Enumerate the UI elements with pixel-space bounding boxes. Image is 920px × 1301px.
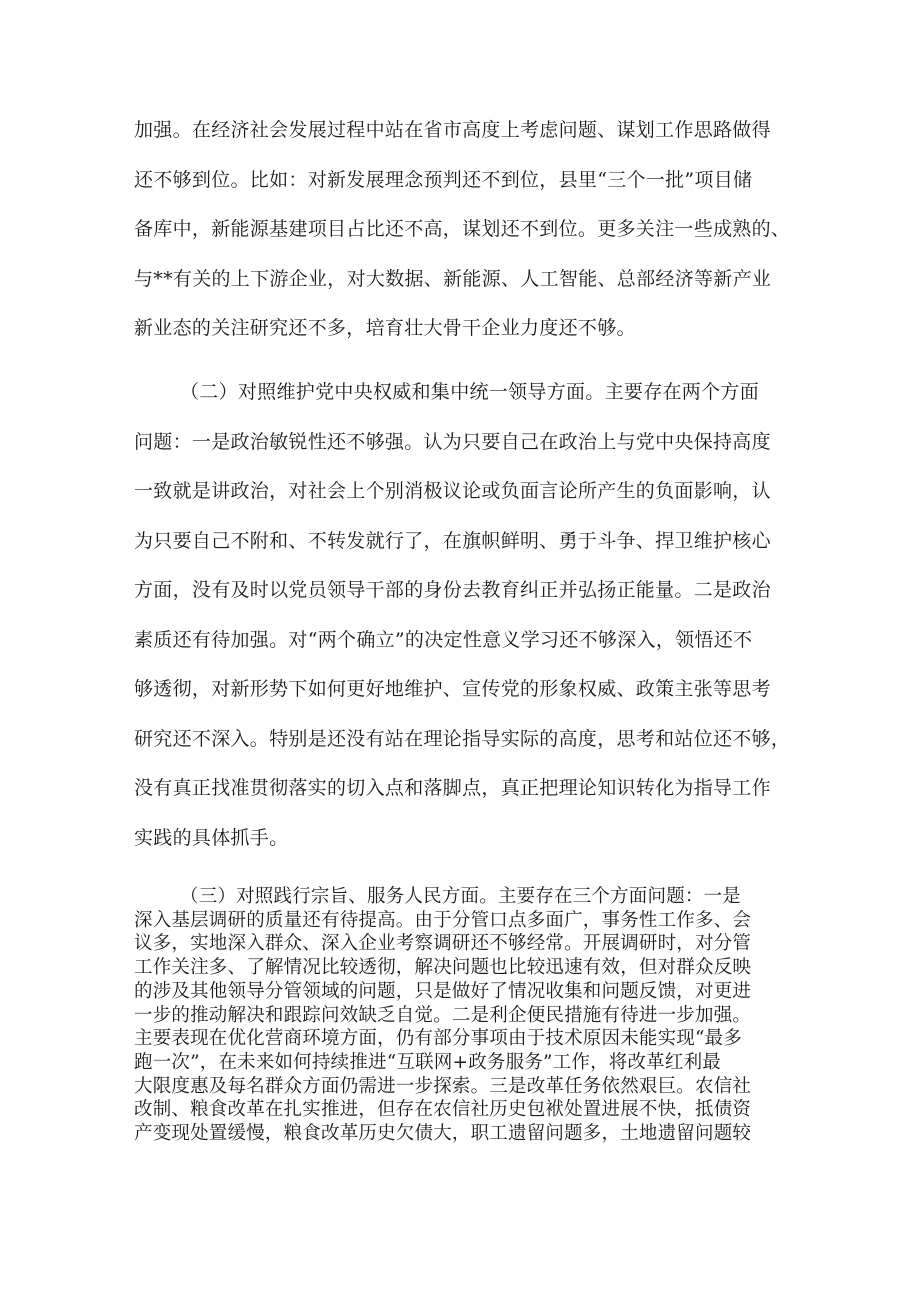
paragraph-party-authority: [134, 368, 794, 863]
text-line: 主要表现在优化营商环境方面，仍有部分事项由于技术原因未能实现“最多: [134, 1028, 743, 1050]
paragraph-serving-people: [134, 885, 794, 1146]
text-line: 深入基层调研的质量还有待提高。由于分管口点多面广，事务性工作多、会: [134, 909, 752, 931]
text-line: 大限度惠及每名群众方面仍需进一步探索。三是改革任务依然艰巨。农信社: [134, 1075, 752, 1097]
text-line: 一致就是讲政治，对社会上个别消极议论或负面言论所产生的负面影响，认: [134, 480, 771, 502]
text-line: 研究还不深入。特别是还没有站在理论指导实际的高度，思考和站位还不够，: [134, 727, 791, 750]
text-line: 问题：一是政治敏锐性还不够强。认为只要自己在政治上与党中央保持高度: [134, 430, 771, 453]
text-line: 议多，实地深入群众、深入企业考察调研还不够经常。开展调研时，对分管: [134, 933, 752, 955]
text-line: 素质还有待加强。对“两个确立”的决定性意义学习还不够深入，领悟还不: [134, 628, 753, 651]
text-line: 够透彻，对新形势下如何更好地维护、宣传党的形象权威、政策主张等思考: [134, 678, 771, 700]
text-line: 的涉及其他领导分管领域的问题，只是做好了情况收集和问题反馈，对更进: [134, 980, 752, 1002]
text-line: （三）对照践行宗旨、服务人民方面。主要存在三个方面问题：一是: [180, 886, 742, 907]
text-line: 备库中，新能源基建项目占比还不高，谋划还不到位。更多关注一些成熟的、: [134, 218, 791, 240]
text-line: 新业态的关注研究还不多，培育壮大骨干企业力度还不够。: [134, 317, 636, 339]
text-line: 没有真正找准贯彻落实的切入点和落脚点，真正把理论知识转化为指导工作: [134, 777, 771, 799]
text-line: 跑一次”，在未来如何持续推进“互联网+政务服务”工作，将改革红利最: [134, 1051, 721, 1073]
text-line: 为只要自己不附和、不转发就行了，在旗帜鲜明、勇于斗争、捍卫维护核心: [134, 529, 771, 552]
paragraph-economic-development: [134, 106, 794, 354]
text-line: 实践的具体抓手。: [134, 826, 289, 849]
text-line: 改制、粮食改革在扎实推进，但存在农信社历史包袱处置进展不快，抵债资: [134, 1099, 752, 1121]
text-line: 方面，没有及时以党员领导干部的身份去教育纠正并弘扬正能量。二是政治: [134, 579, 771, 601]
text-line: 加强。在经济社会发展过程中站在省市高度上考虑问题、谋划工作思路做得: [134, 119, 771, 141]
text-line: 还不够到位。比如：对新发展理念预判还不到位，县里“三个一批”项目储: [134, 168, 753, 191]
text-line: 一步的推动解决和跟踪问效缺乏自觉。二是利企便民措施有待进一步加强。: [134, 1004, 752, 1026]
text-line: 产变现处置缓慢，粮食改革历史欠债大，职工遗留问题多，土地遗留问题较: [134, 1123, 752, 1145]
text-line: （二）对照维护党中央权威和集中统一领导方面。主要存在两个方面: [180, 381, 760, 403]
text-line: 工作关注多、了解情况比较透彻，解决问题也比较迅速有效，但对群众反映: [134, 957, 752, 979]
text-line: 与**有关的上下游企业，对大数据、新能源、人工智能、总部经济等新产业: [134, 267, 772, 290]
